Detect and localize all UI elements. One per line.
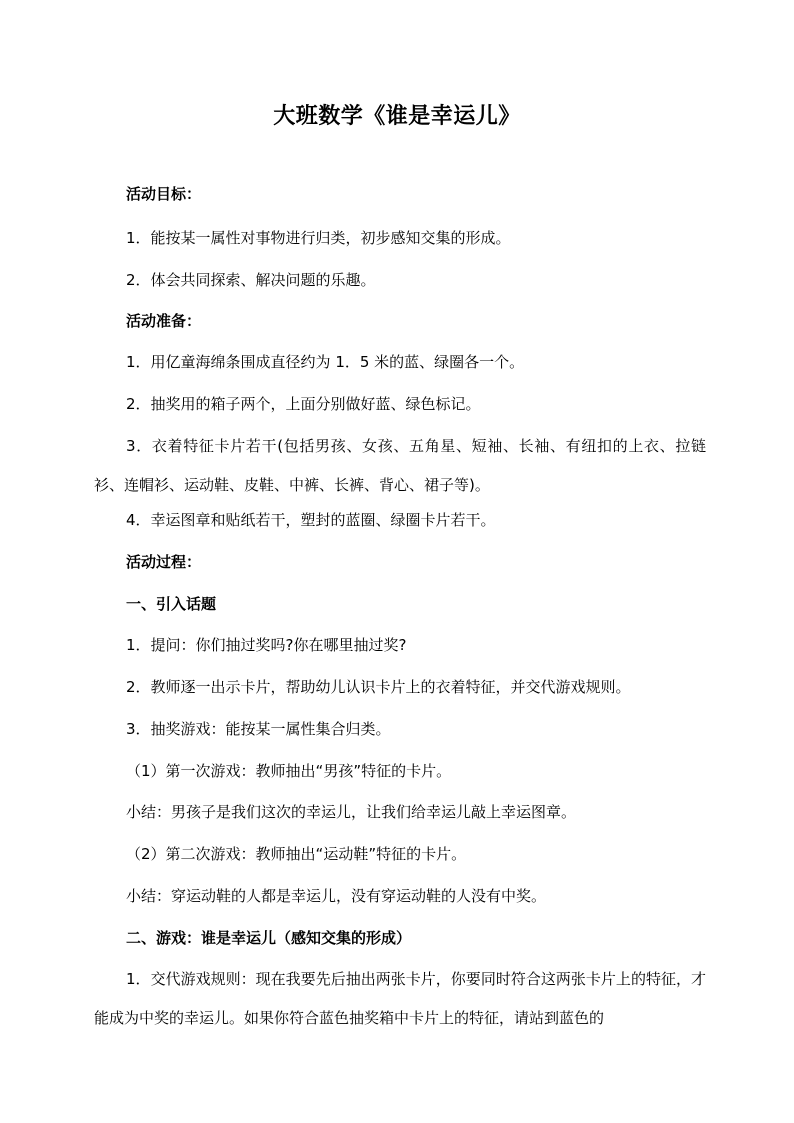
section-2-heading: 二、游戏：谁是幸运儿（感知交集的形成） xyxy=(126,929,412,947)
process-heading: 活动过程： xyxy=(126,553,202,571)
section-1-game-1: （1）第一次游戏：教师抽出“男孩”特征的卡片。 xyxy=(126,762,452,780)
section-1-item-1: 1．提问：你们抽过奖吗?你在哪里抽过奖? xyxy=(126,636,407,654)
document-title: 大班数学《谁是幸运儿》 xyxy=(273,104,521,129)
goals-heading: 活动目标： xyxy=(126,185,202,203)
section-2-item-1: 1．交代游戏规则：现在我要先后抽出两张卡片，你要同时符合这两张卡片上的特征，才能成为中奖的幸运儿。如果你符合蓝色抽奖箱中卡片上的特征，请站到蓝色的 xyxy=(94,970,706,1027)
prep-item-4: 4．幸运图章和贴纸若干，塑封的蓝圈、绿圈卡片若干。 xyxy=(126,511,496,529)
prep-heading: 活动准备： xyxy=(126,312,202,330)
prep-item-2: 2．抽奖用的箱子两个，上面分别做好蓝、绿色标记。 xyxy=(126,395,481,413)
section-1-game-2: （2）第二次游戏：教师抽出“运动鞋”特征的卡片。 xyxy=(126,845,467,863)
section-1-item-2: 2．教师逐一出示卡片，帮助幼儿认识卡片上的衣着特征，并交代游戏规则。 xyxy=(126,678,631,696)
goal-item-1: 1．能按某一属性对事物进行归类，初步感知交集的形成。 xyxy=(126,229,511,247)
section-1-item-3: 3．抽奖游戏：能按某一属性集合归类。 xyxy=(126,720,391,738)
prep-item-1: 1．用亿童海绵条围成直径约为 1．5 米的蓝、绿圈各一个。 xyxy=(126,353,525,371)
prep-item-3: 3．衣着特征卡片若干(包括男孩、女孩、五角星、短袖、长袖、有纽扣的上衣、拉链衫、连帽衫、运动鞋、皮鞋、中裤、长裤、背心、裙子等)。 xyxy=(94,437,706,494)
section-1-heading: 一、引入话题 xyxy=(126,595,217,613)
section-1-summary-2: 小结：穿运动鞋的人都是幸运儿，没有穿运动鞋的人没有中奖。 xyxy=(126,887,547,905)
section-1-summary-1: 小结：男孩子是我们这次的幸运儿，让我们给幸运儿敲上幸运图章。 xyxy=(126,803,577,821)
goal-item-2: 2．体会共同探索、解决问题的乐趣。 xyxy=(126,271,376,289)
